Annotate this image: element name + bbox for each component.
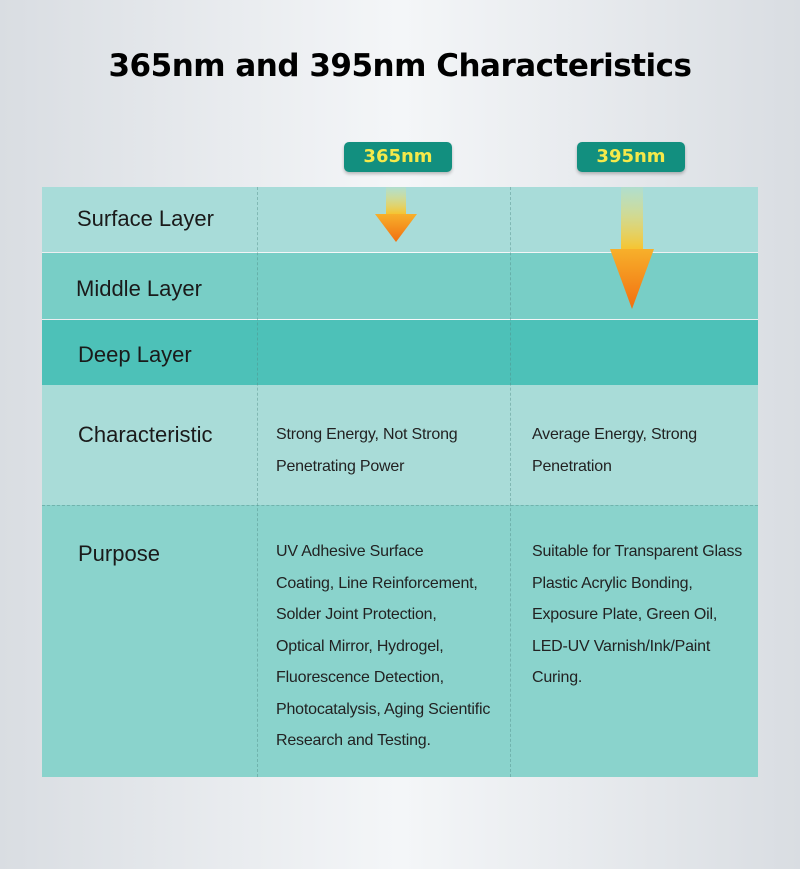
row-divider xyxy=(42,505,758,506)
label-characteristic: Characteristic xyxy=(78,422,213,447)
text-line: Coating, Line Reinforcement, xyxy=(276,574,478,592)
text-line: Suitable for Transparent Glass xyxy=(532,543,743,560)
text-line: Photocatalysis, Aging Scientific xyxy=(276,700,491,718)
text-line: LED-UV Varnish/Ink/Paint xyxy=(532,637,711,655)
text-line: Curing. xyxy=(532,669,583,686)
purpose-395nm xyxy=(532,536,762,694)
text-line: Optical Mirror, Hydrogel, xyxy=(276,637,444,655)
characteristic-365nm xyxy=(276,419,516,482)
text-line: Solder Joint Protection, xyxy=(276,606,437,623)
text-line: Strong Energy, Not Strong xyxy=(276,426,458,443)
arrow-down-short-icon xyxy=(372,187,420,243)
page-title: 365nm and 395nm Characteristics xyxy=(108,48,692,84)
text-line: Plastic Acrylic Bonding, xyxy=(532,574,693,592)
column-header-395nm: 395nm xyxy=(577,142,685,172)
text-line: Penetrating Power xyxy=(276,457,405,475)
characteristic-395nm xyxy=(532,419,762,482)
text-line: UV Adhesive Surface xyxy=(276,543,424,560)
column-divider xyxy=(257,187,258,777)
label-purpose: Purpose xyxy=(78,541,160,566)
text-line: Penetration xyxy=(532,457,612,475)
row-divider xyxy=(42,319,758,320)
column-header-365nm: 365nm xyxy=(344,142,452,172)
text-line: Fluorescence Detection, xyxy=(276,669,444,686)
label-surface-layer: Surface Layer xyxy=(77,206,214,231)
purpose-365nm xyxy=(276,536,516,757)
arrow-down-long-icon xyxy=(608,187,656,311)
text-line: Average Energy, Strong xyxy=(532,426,697,443)
label-deep-layer: Deep Layer xyxy=(78,342,192,367)
text-line: Research and Testing. xyxy=(276,732,431,749)
label-middle-layer: Middle Layer xyxy=(76,276,202,301)
text-line: Exposure Plate, Green Oil, xyxy=(532,606,718,623)
